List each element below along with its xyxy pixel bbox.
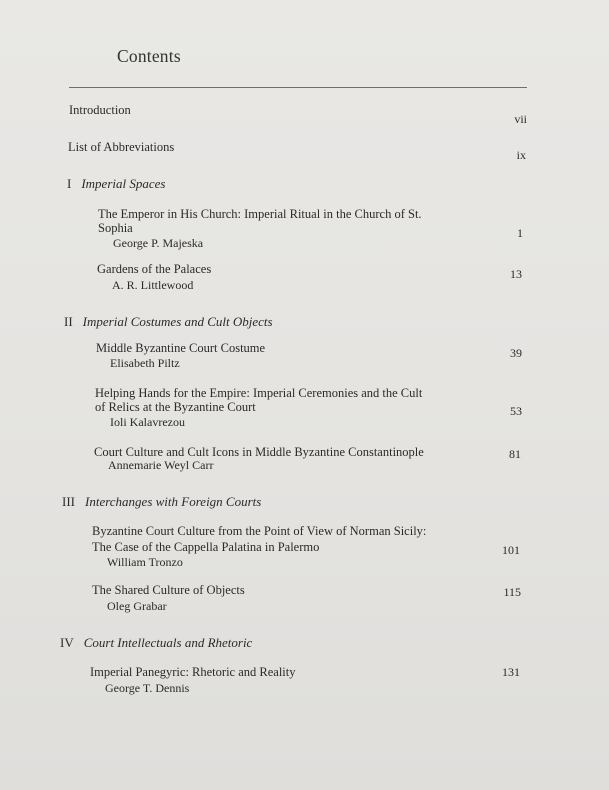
part-title: Interchanges with Foreign Courts (85, 494, 262, 509)
page-number: 53 (510, 404, 522, 418)
part-heading (60, 635, 252, 651)
part-numeral: III (62, 494, 75, 509)
page-number: 131 (502, 665, 520, 679)
entry-title-line: The Emperor in His Church: Imperial Ritual in the Church of St. (98, 207, 422, 221)
page-number: 115 (503, 585, 521, 599)
entry-title-line: of Relics at the Byzantine Court (95, 400, 256, 414)
part-numeral: IV (60, 635, 74, 650)
entry-author: Annemarie Weyl Carr (108, 458, 214, 472)
entry-title-line: Imperial Panegyric: Rhetoric and Reality (90, 665, 296, 679)
page-number: ix (516, 148, 526, 162)
page-number: 101 (502, 543, 520, 557)
entry-author: A. R. Littlewood (112, 278, 194, 292)
part-heading (64, 314, 273, 330)
part-title: Imperial Costumes and Cult Objects (82, 314, 273, 329)
part-title: Court Intellectuals and Rhetoric (83, 635, 253, 650)
entry-title: Introduction (69, 103, 131, 117)
part-title: Imperial Spaces (81, 176, 166, 191)
page-number: 1 (517, 226, 523, 240)
page-number: 39 (510, 346, 522, 360)
entry-author: William Tronzo (107, 555, 183, 569)
part-heading (67, 176, 165, 192)
entry-title-line: The Case of the Cappella Palatina in Palermo (92, 540, 320, 554)
entry-title-line: Gardens of the Palaces (97, 262, 212, 276)
entry-title-line: The Shared Culture of Objects (92, 583, 245, 597)
page-number: 81 (509, 447, 521, 461)
entry-title-line: Middle Byzantine Court Costume (96, 341, 266, 355)
page-number: vii (514, 112, 527, 126)
entry-title-line: Helping Hands for the Empire: Imperial Ceremonies and the Cult (95, 386, 423, 400)
entry-author: George P. Majeska (113, 236, 204, 250)
page-number: 13 (510, 267, 522, 281)
entry-author: George T. Dennis (105, 681, 190, 695)
entry-author: Oleg Grabar (107, 599, 167, 613)
entry-title: List of Abbreviations (68, 140, 175, 154)
contents-title: Contents (117, 46, 181, 66)
entry-title-line: Byzantine Court Culture from the Point of View of Norman Sicily: (92, 524, 427, 538)
part-heading (62, 494, 261, 510)
entry-author: Ioli Kalavrezou (110, 415, 185, 429)
entry-title-line: Court Culture and Cult Icons in Middle Byzantine Constantinople (94, 445, 424, 459)
entry-author: Elisabeth Piltz (110, 356, 180, 370)
entry-title-line: Sophia (98, 221, 133, 235)
part-numeral: I (67, 176, 72, 191)
part-numeral: II (64, 314, 73, 329)
title-rule (69, 87, 527, 88)
